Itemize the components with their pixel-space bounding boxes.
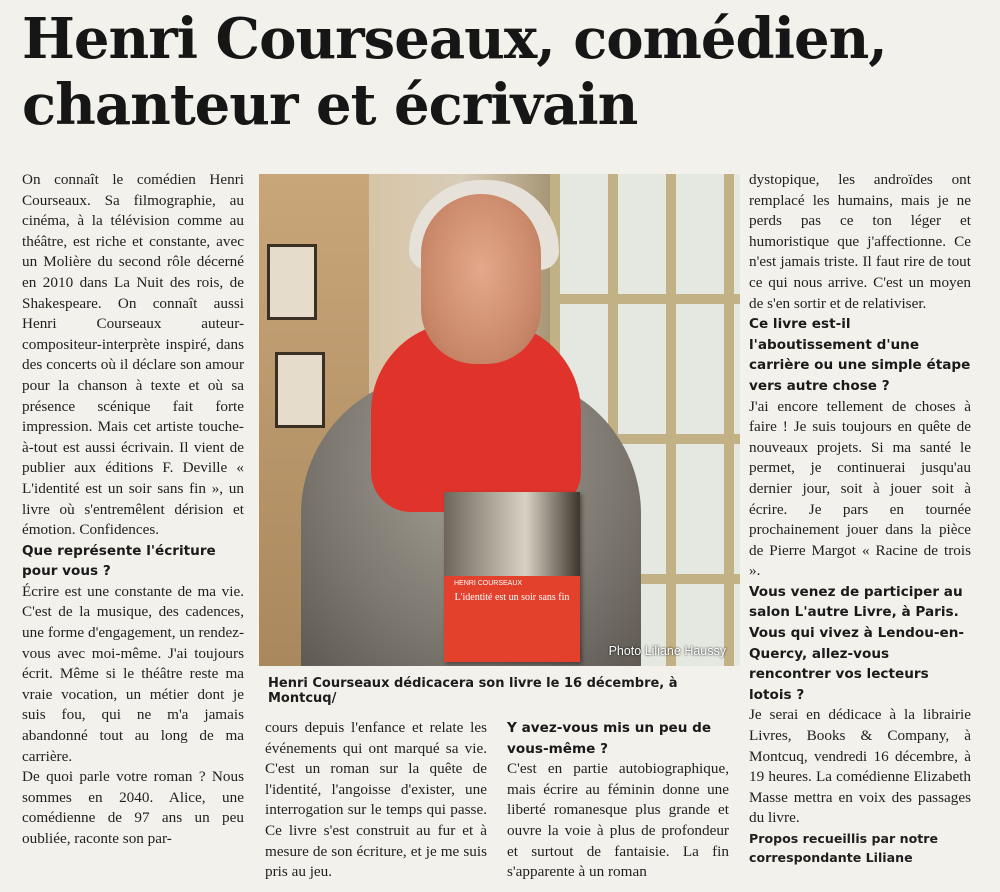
byline: Propos recueillis par notre correspondante Liliane: [749, 831, 939, 865]
book-author: HENRI COURSEAUX: [454, 580, 523, 587]
headline-line-2: chanteur et écrivain: [22, 72, 638, 138]
answer-novel-continued: cours depuis l'enfance et relate les événements qui ont marqué sa vie. C'est un roman sur la quête de l'identité, l'angoisse d'exister, une interrogation sur le temps qui passe. Ce livre s'est construit au fur et à mesure de son écriture, et je me suis pris au jeu.: [265, 719, 487, 881]
headline-line-1: Henri Courseaux, comédien,: [22, 6, 887, 72]
photo-caption: Henri Courseaux dédicacera son livre le 16 décembre, à Montcuq/: [268, 676, 678, 706]
answer-yourself: C'est en partie autobiographique, mais écrire au féminin donne une liberté romanesque plus grande et ouvre la voie à plus de profondeur et surtout de fantaisie. La fin s'apparente à un roman: [507, 760, 729, 881]
photo-person: [301, 174, 641, 666]
answer-career: J'ai encore tellement de choses à faire ! Je suis toujours en quête de nouveaux projets. Si ma santé le permet, je continuerai jusqu'au dernier jour, soit à jouer soit à écrire. Je pars en tournée prochainement jouer dans la pièce de Pierre Margot « Racine de trois ».: [749, 397, 971, 580]
photo-credit: Photo Liliane Haussy: [608, 644, 726, 658]
column-1: [22, 170, 244, 850]
answer-yourself-continued: dystopique, les androïdes ont remplacé les humains, mais je ne perds pas ce ton léger et humoristique que j'affectionne. Ce n'est jamais triste. Il faut rire de tout ce qui nous arrive. C'est un moyen de s'en sortir et de relativiser.: [749, 171, 971, 312]
book-cover-image: [444, 492, 580, 576]
question-salon: Vous venez de participer au salon L'autre Livre, à Paris. Vous qui vivez à Lendou-en-Quercy, allez-vous rencontrer vos lecteurs lotois ?: [749, 583, 965, 703]
answer-salon: Je serai en dédicace à la librairie Livres, Books & Company, à Montcuq, vendredi 16 décembre, à 19 heures. La comédienne Elizabeth Masse mettra en voix des passages du livre.: [749, 706, 971, 827]
answer-writing: Écrire est une constante de ma vie. C'est de la musique, des cadences, une forme d'engagement, un rendez-vous avec moi-même. J'ai toujours écrit. Même si le théâtre reste ma vraie vocation, un métier dont je suis fou, qui ne m'a jamais abandonné tout au long de ma carrière.: [22, 582, 244, 765]
person-face: [421, 194, 541, 364]
column-2: [265, 718, 487, 883]
headline: [22, 6, 982, 138]
intro-paragraph: On connaît le comédien Henri Courseaux. Sa filmographie, au cinéma, à la télévision comme au théâtre, est riche et constante, avec un Molière du second rôle décerné en 2010 dans La Nuit des rois, de Shakespeare. On connaît aussi Henri Courseaux auteur-compositeur-interprète inspiré, dans des concerts où il déclare son amour pour la chanson à texte et où sa présence scénique fait forte impression. Mais cet artiste touche-à-tout est aussi écrivain. Il vient de publier aux éditions F. Deville « L'identité est un soir sans fin », un livre où s'entremêlent dérision et émotion. Confidences.: [22, 171, 244, 539]
question-career: Ce livre est-il l'aboutissement d'une carrière ou une simple étape vers autre chose ?: [749, 316, 971, 394]
book-title: L'identité est un soir sans fin: [454, 592, 570, 603]
question-writing: Que représente l'écriture pour vous ?: [22, 542, 216, 580]
book-cover: [444, 492, 580, 662]
author-photo: [259, 174, 740, 666]
answer-novel-start: De quoi parle votre roman ? Nous sommes en 2040. Alice, une comédienne de 97 ans un peu oubliée, raconte son par-: [22, 768, 244, 847]
question-yourself: Y avez-vous mis un peu de vous-même ?: [507, 720, 712, 757]
column-3: [507, 718, 729, 883]
column-4: [749, 170, 971, 867]
